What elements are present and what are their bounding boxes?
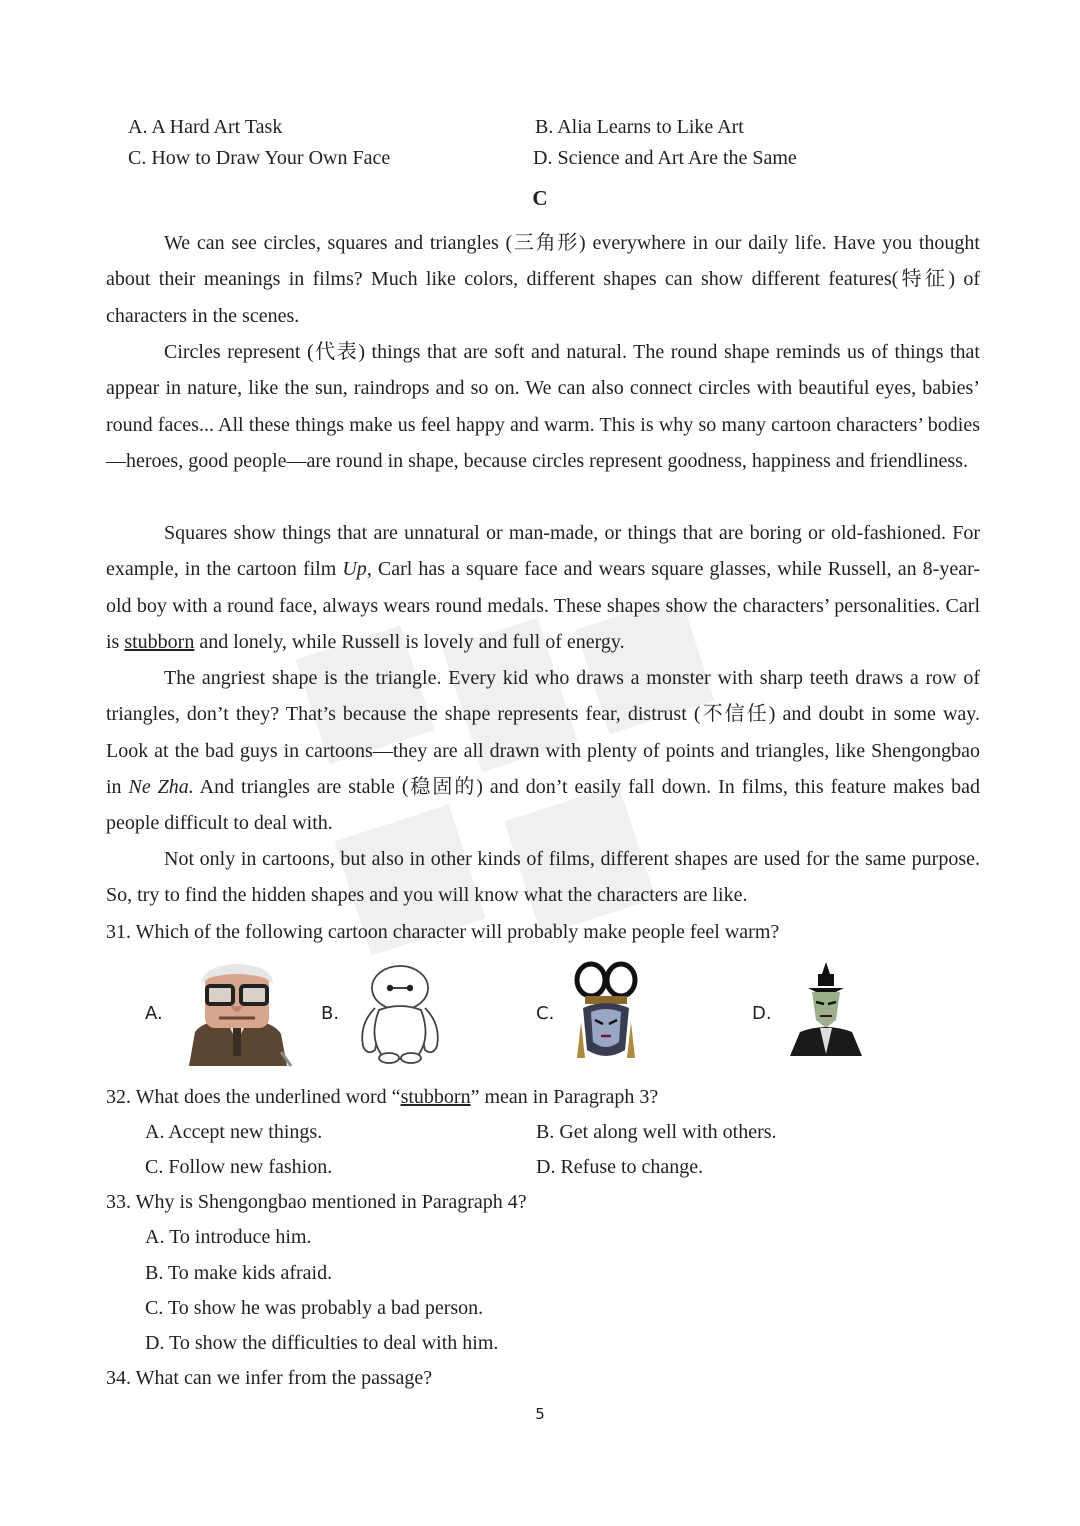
villain-c-cartoon-icon <box>573 962 639 1062</box>
paragraph-2: Circles represent (代表) things that are soft and natural. The round shape reminds us of things that appear in nature, like the sun, raindrops and so on. We can also connect circles with beautiful eyes, babies’ round faces... All these things make us feel happy and warm. This is why so many cartoon characters’ bodies—heroes, good people—are round in shape, because circles represent goodness, happiness and friendliness. <box>106 341 980 472</box>
question-34-stem: 34. What can we infer from the passage? <box>106 1367 433 1389</box>
prev-option-d: D. Science and Art Are the Same <box>533 147 797 169</box>
q32-option-b: B. Get along well with others. <box>536 1121 777 1143</box>
q32-option-a: A. Accept new things. <box>145 1121 323 1143</box>
q32-option-c: C. Follow new fashion. <box>145 1156 333 1178</box>
paragraph-3: Squares show things that are unnatural or man-made, or things that are boring or old-fashioned. For example, in the cartoon film Up, Carl has a square face and wears square glasses, while Russell, an 8-year-old boy with a round face, always wears round medals. These shapes show the characters’ personalities. Carl is stubborn and lonely, while Russell is lovely and full of energy. <box>106 522 980 653</box>
q33-option-d: D. To show the difficulties to deal with him. <box>145 1332 499 1354</box>
section-title: C <box>532 186 548 210</box>
baymax-cartoon-icon <box>353 962 447 1064</box>
paragraph-1: We can see circles, squares and triangles (三角形) everywhere in our daily life. Have you thought about their meanings in films? Much like colors, different shapes can show different features(特征) of characters in the scenes. <box>106 232 980 327</box>
prev-option-c: C. How to Draw Your Own Face <box>128 147 391 169</box>
prev-option-a: A. A Hard Art Task <box>128 116 283 138</box>
paragraph-5: Not only in cartoons, but also in other kinds of films, different shapes are used for the same purpose. So, try to find the hidden shapes and you will know what the characters are like. <box>106 848 980 907</box>
q31-label-c: C. <box>536 1003 555 1024</box>
question-31-stem: 31. Which of the following cartoon character will probably make people feel warm? <box>106 921 780 943</box>
question-32-stem: 32. What does the underlined word “stubborn” mean in Paragraph 3? <box>106 1086 659 1108</box>
q32-underlined-word: stubborn <box>400 1086 471 1108</box>
prev-option-b: B. Alia Learns to Like Art <box>535 116 744 138</box>
q31-label-b: B. <box>321 1003 340 1024</box>
q32-option-d: D. Refuse to change. <box>536 1156 704 1178</box>
q33-option-a: A. To introduce him. <box>145 1226 312 1248</box>
underlined-word: stubborn <box>124 630 195 653</box>
film-title-nezha: Ne Zha. <box>128 775 194 798</box>
q33-option-b: B. To make kids afraid. <box>145 1262 333 1284</box>
carl-cartoon-icon <box>183 962 291 1066</box>
question-33-stem: 33. Why is Shengongbao mentioned in Paragraph 4? <box>106 1191 527 1213</box>
shengongbao-cartoon-icon <box>790 962 862 1056</box>
paragraph-4: The angriest shape is the triangle. Every kid who draws a monster with sharp teeth draws a row of triangles, don’t they? That’s because the shape represents fear, distrust (不信任) and doubt in some way. Look at the bad guys in cartoons—they are all drawn with plenty of points and triangles, like Shengongbao in Ne Zha. And triangles are stable (稳固的) and don’t easily fall down. In films, this feature makes bad people difficult to deal with. <box>106 667 981 835</box>
film-title-up: Up <box>342 558 367 581</box>
q33-option-c: C. To show he was probably a bad person. <box>145 1297 484 1319</box>
q31-label-d: D. <box>752 1003 772 1024</box>
q31-label-a: A. <box>145 1003 163 1024</box>
page-number: 5 <box>535 1405 545 1423</box>
